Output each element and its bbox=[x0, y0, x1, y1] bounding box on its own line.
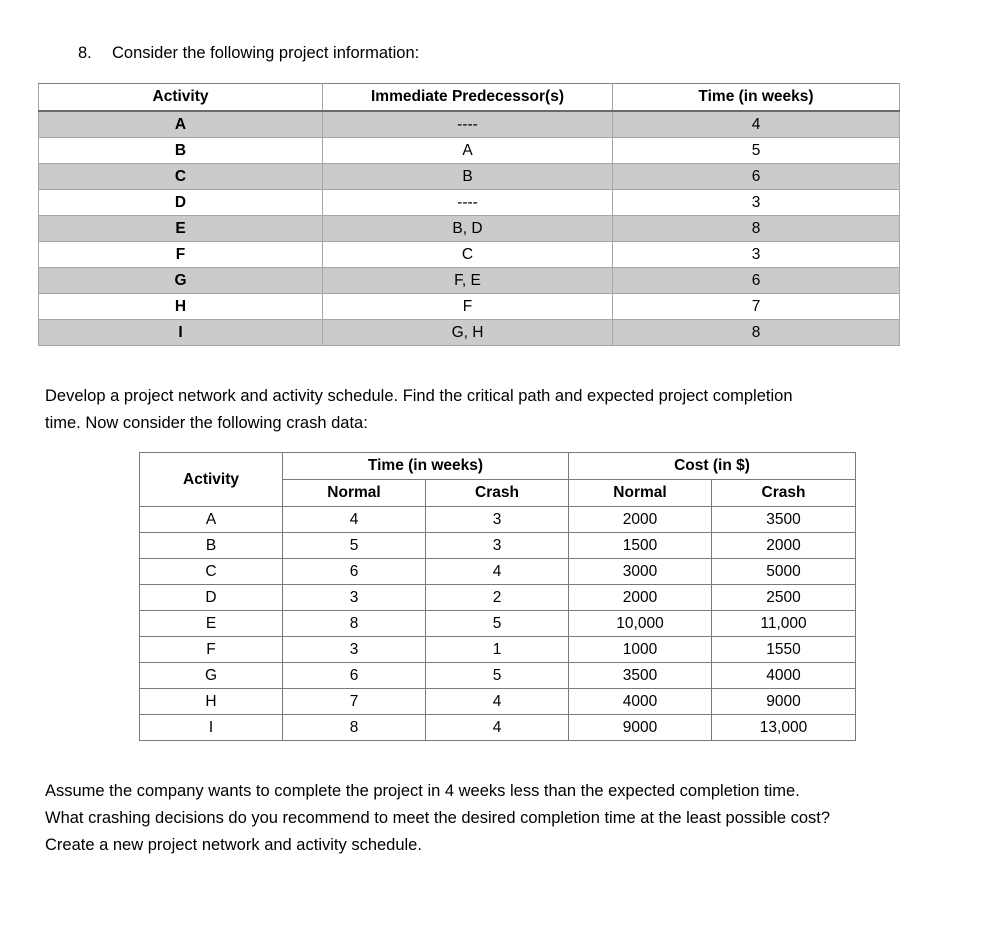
table-row bbox=[39, 242, 900, 268]
table-row bbox=[39, 216, 900, 242]
cell-time-crash: 1 bbox=[426, 637, 569, 663]
table-row bbox=[140, 715, 856, 741]
cell-cost-crash: 4000 bbox=[712, 663, 856, 689]
cell-time-normal: 6 bbox=[283, 559, 426, 585]
cell-cost-normal: 4000 bbox=[569, 689, 712, 715]
cell-activity: E bbox=[39, 216, 323, 242]
subheader-time-crash: Crash bbox=[426, 480, 569, 507]
cell-activity: A bbox=[140, 507, 283, 533]
cell-activity: I bbox=[39, 320, 323, 346]
cell-cost-normal: 3000 bbox=[569, 559, 712, 585]
cell-activity: G bbox=[140, 663, 283, 689]
cell-time: 8 bbox=[613, 320, 900, 346]
question-text: Consider the following project information: bbox=[112, 44, 420, 62]
cell-activity: C bbox=[39, 164, 323, 190]
cell-predecessors: B, D bbox=[323, 216, 613, 242]
cell-activity: E bbox=[140, 611, 283, 637]
cell-cost-normal: 2000 bbox=[569, 585, 712, 611]
paragraph-bottom-line-2: What crashing decisions do you recommend to meet the desired completion time at the least possible cost? bbox=[45, 809, 831, 827]
cell-cost-crash: 9000 bbox=[712, 689, 856, 715]
cell-predecessors: F, E bbox=[323, 268, 613, 294]
cell-activity: I bbox=[140, 715, 283, 741]
header-immediate-predecessors: Immediate Predecessor(s) bbox=[323, 84, 613, 112]
project-information-table bbox=[38, 83, 900, 346]
cell-activity: D bbox=[140, 585, 283, 611]
cell-cost-normal: 9000 bbox=[569, 715, 712, 741]
cell-time: 6 bbox=[613, 268, 900, 294]
cell-activity: F bbox=[140, 637, 283, 663]
cell-time-crash: 5 bbox=[426, 611, 569, 637]
question-number: 8. bbox=[78, 44, 92, 62]
instructions-paragraph-bottom bbox=[45, 778, 955, 859]
table-row bbox=[140, 585, 856, 611]
subheader-cost-crash: Crash bbox=[712, 480, 856, 507]
cell-cost-normal: 3500 bbox=[569, 663, 712, 689]
paragraph-bottom-line-3: Create a new project network and activity schedule. bbox=[45, 836, 422, 854]
cell-time: 4 bbox=[613, 111, 900, 138]
table-row bbox=[39, 138, 900, 164]
cell-time-normal: 3 bbox=[283, 585, 426, 611]
table-row bbox=[140, 637, 856, 663]
table-row bbox=[39, 268, 900, 294]
cell-activity: B bbox=[39, 138, 323, 164]
table-row bbox=[140, 611, 856, 637]
header-activity: Activity bbox=[39, 84, 323, 112]
cell-time: 3 bbox=[613, 242, 900, 268]
table-header-row bbox=[39, 84, 900, 112]
cell-time-crash: 3 bbox=[426, 533, 569, 559]
cell-time-normal: 8 bbox=[283, 715, 426, 741]
header-cost-group: Cost (in $) bbox=[569, 453, 856, 480]
cell-activity: B bbox=[140, 533, 283, 559]
question-heading bbox=[78, 44, 419, 63]
cell-activity: H bbox=[140, 689, 283, 715]
crash-data-table bbox=[139, 452, 856, 741]
cell-cost-crash: 5000 bbox=[712, 559, 856, 585]
cell-predecessors: F bbox=[323, 294, 613, 320]
header-time-group: Time (in weeks) bbox=[283, 453, 569, 480]
cell-cost-crash: 2000 bbox=[712, 533, 856, 559]
cell-activity: A bbox=[39, 111, 323, 138]
table-row bbox=[39, 320, 900, 346]
cell-cost-crash: 3500 bbox=[712, 507, 856, 533]
cell-time: 6 bbox=[613, 164, 900, 190]
cell-predecessors: B bbox=[323, 164, 613, 190]
cell-time-crash: 4 bbox=[426, 689, 569, 715]
cell-time-crash: 5 bbox=[426, 663, 569, 689]
cell-time-normal: 8 bbox=[283, 611, 426, 637]
cell-time-normal: 3 bbox=[283, 637, 426, 663]
cell-predecessors: G, H bbox=[323, 320, 613, 346]
cell-activity: D bbox=[39, 190, 323, 216]
subheader-time-normal: Normal bbox=[283, 480, 426, 507]
cell-cost-crash: 1550 bbox=[712, 637, 856, 663]
cell-time-normal: 5 bbox=[283, 533, 426, 559]
table-row bbox=[140, 559, 856, 585]
cell-time-normal: 4 bbox=[283, 507, 426, 533]
cell-time: 7 bbox=[613, 294, 900, 320]
crash-table-header-row-top bbox=[140, 453, 856, 480]
cell-predecessors: ---- bbox=[323, 111, 613, 138]
paragraph-bottom-line-1: Assume the company wants to complete the project in 4 weeks less than the expected completion time. bbox=[45, 782, 800, 800]
header-activity: Activity bbox=[140, 453, 283, 507]
cell-time: 8 bbox=[613, 216, 900, 242]
instructions-paragraph-middle bbox=[45, 383, 935, 437]
table-row bbox=[140, 507, 856, 533]
table-row bbox=[140, 689, 856, 715]
cell-activity: C bbox=[140, 559, 283, 585]
cell-cost-normal: 1000 bbox=[569, 637, 712, 663]
subheader-cost-normal: Normal bbox=[569, 480, 712, 507]
cell-activity: G bbox=[39, 268, 323, 294]
cell-cost-crash: 13,000 bbox=[712, 715, 856, 741]
header-time-in-weeks: Time (in weeks) bbox=[613, 84, 900, 112]
cell-time: 5 bbox=[613, 138, 900, 164]
cell-activity: H bbox=[39, 294, 323, 320]
cell-time-crash: 3 bbox=[426, 507, 569, 533]
paragraph-middle-line-1: Develop a project network and activity schedule. Find the critical path and expected project completion bbox=[45, 387, 793, 405]
cell-cost-crash: 2500 bbox=[712, 585, 856, 611]
paragraph-middle-line-2: time. Now consider the following crash data: bbox=[45, 414, 368, 432]
cell-time-crash: 2 bbox=[426, 585, 569, 611]
cell-predecessors: C bbox=[323, 242, 613, 268]
cell-activity: F bbox=[39, 242, 323, 268]
table-row bbox=[39, 111, 900, 138]
cell-time-normal: 7 bbox=[283, 689, 426, 715]
cell-predecessors: ---- bbox=[323, 190, 613, 216]
cell-time: 3 bbox=[613, 190, 900, 216]
cell-predecessors: A bbox=[323, 138, 613, 164]
table-row bbox=[39, 294, 900, 320]
table-row bbox=[39, 164, 900, 190]
cell-time-normal: 6 bbox=[283, 663, 426, 689]
table-row bbox=[39, 190, 900, 216]
cell-cost-crash: 11,000 bbox=[712, 611, 856, 637]
table-row bbox=[140, 533, 856, 559]
cell-cost-normal: 1500 bbox=[569, 533, 712, 559]
cell-cost-normal: 2000 bbox=[569, 507, 712, 533]
cell-time-crash: 4 bbox=[426, 559, 569, 585]
table-row bbox=[140, 663, 856, 689]
cell-time-crash: 4 bbox=[426, 715, 569, 741]
cell-cost-normal: 10,000 bbox=[569, 611, 712, 637]
